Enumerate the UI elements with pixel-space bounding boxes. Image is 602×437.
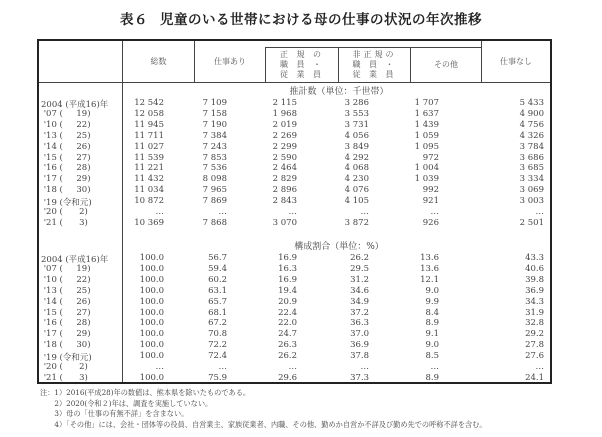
table-cell: 11 027 — [134, 141, 164, 152]
table-cell: 12 542 — [134, 98, 164, 108]
table-cell: 992 — [422, 185, 439, 196]
table-cell: 4 292 — [344, 152, 369, 163]
header-line: 職 員 ・ — [352, 60, 397, 69]
table-cell: 2 843 — [272, 196, 297, 207]
table-cell: 27.8 — [525, 340, 544, 351]
footnote: 3）母の「仕事の有無不詳」を含まない。 — [40, 409, 189, 418]
table-cell: 72.2 — [208, 340, 227, 351]
table-cell: 1 039 — [414, 174, 439, 185]
table-cell: 3 872 — [344, 217, 369, 228]
row-label: '18 ( 30) — [41, 185, 91, 196]
table-cell: 37.0 — [350, 329, 369, 340]
row-label: '17 ( 29) — [41, 329, 91, 340]
col-header-nonregular — [339, 48, 410, 82]
table-cell: … — [218, 362, 227, 372]
table-cell: 43.3 — [525, 253, 544, 263]
table-cell: 34.9 — [350, 296, 369, 307]
table-cell: … — [535, 207, 544, 217]
table-cell: 921 — [422, 196, 439, 207]
table-cell: 67.2 — [208, 318, 227, 329]
table-cell: 65.7 — [208, 296, 227, 307]
header-line: 非正規の — [352, 50, 397, 59]
table-cell: 13.6 — [420, 253, 439, 263]
table-cell: 59.4 — [208, 263, 227, 274]
table-cell: 7 109 — [202, 98, 227, 108]
table-cell: 2 590 — [272, 152, 297, 163]
table-title-text: 児童のいる世帯における母の仕事の状況の年次推移 — [160, 12, 482, 28]
table-cell: 24.1 — [525, 372, 544, 383]
table-cell: 3 553 — [344, 108, 369, 119]
table-cell: 2 829 — [272, 174, 297, 185]
table-cell: 100.0 — [139, 263, 164, 274]
table-cell: 3 784 — [519, 141, 544, 152]
table-cell: 36.9 — [525, 285, 544, 296]
table-cell: 27.6 — [525, 351, 544, 362]
table-cell: 1 707 — [414, 98, 439, 108]
row-label: '13 ( 25) — [41, 285, 91, 296]
header-line: 正 規 の — [279, 50, 325, 59]
table-cell: 2 019 — [272, 119, 297, 130]
table-cell: 7 190 — [202, 119, 227, 130]
table-cell: 3 334 — [519, 174, 544, 185]
table-cell: 7 965 — [202, 185, 227, 196]
table-number: 表６ — [120, 12, 148, 28]
table-cell: 972 — [422, 152, 439, 163]
row-label: '19 (令和元) — [41, 198, 92, 209]
row-label: '18 ( 30) — [41, 340, 91, 351]
table-cell: 70.8 — [208, 329, 227, 340]
table-cell: 31.9 — [525, 307, 544, 318]
row-label: '21 ( 3) — [41, 217, 88, 228]
section-label-ratio: 構成割合（単位：%） — [294, 242, 384, 252]
table-cell: 4 068 — [344, 163, 369, 174]
header-line: 職 員 ・ — [279, 60, 325, 69]
table-cell: 7 384 — [202, 130, 227, 141]
table-cell: 100.0 — [139, 340, 164, 351]
table-cell: 3 686 — [519, 152, 544, 163]
table-cell: 29.2 — [525, 329, 544, 340]
table-cell: 4 076 — [344, 185, 369, 196]
table-cell: 9.1 — [425, 329, 439, 340]
table-cell: 16.3 — [278, 263, 297, 274]
table-cell: 68.1 — [208, 307, 227, 318]
table-cell: 24.7 — [278, 329, 297, 340]
table-cell: 1 439 — [414, 119, 439, 130]
table-cell: 7 853 — [202, 152, 227, 163]
table-cell: 11 945 — [134, 119, 164, 130]
table-cell: 100.0 — [139, 329, 164, 340]
table-cell: 2 501 — [519, 217, 544, 228]
table-cell: 100.0 — [139, 307, 164, 318]
table-cell: 2 464 — [272, 163, 297, 174]
table-cell: 9.0 — [425, 285, 439, 296]
col-header-other: その他 — [434, 60, 458, 69]
table-cell: 32.8 — [525, 318, 544, 329]
table-cell: 75.9 — [208, 372, 227, 383]
table-cell: 7 868 — [202, 217, 227, 228]
table-cell: 16.9 — [278, 274, 297, 285]
table-cell: 100.0 — [139, 351, 164, 362]
table-cell: 19.4 — [278, 285, 297, 296]
table-cell: 7 158 — [202, 108, 227, 119]
table-cell: 1 095 — [414, 141, 439, 152]
col-header-employed: 仕事あり — [214, 56, 246, 66]
table-cell: 12 058 — [134, 108, 164, 119]
table-cell: 7 536 — [202, 163, 227, 174]
table-cell: 56.7 — [208, 253, 227, 263]
row-label: '13 ( 25) — [41, 130, 91, 141]
table-cell: 4 756 — [519, 119, 544, 130]
table-cell: … — [535, 362, 544, 372]
row-label: 2004 (平成16)年 — [41, 255, 109, 265]
table-cell: 4 900 — [519, 108, 544, 119]
table-cell: 2 299 — [272, 141, 297, 152]
footnote: 注：1）2016(平成28)年の数値は、熊本県を除いたものである。 — [40, 388, 251, 397]
table-cell: 2 115 — [272, 98, 297, 108]
row-label: '16 ( 28) — [41, 318, 91, 329]
table-cell: 36.9 — [350, 340, 369, 351]
table-cell: … — [360, 362, 369, 372]
table-cell: 100.0 — [139, 253, 164, 263]
table-cell: 10 872 — [134, 196, 164, 207]
data-table — [37, 39, 552, 384]
header-line: 従 業 員 — [279, 70, 325, 79]
table-cell: 8.5 — [425, 351, 439, 362]
table-cell: 100.0 — [139, 285, 164, 296]
table-cell: 34.3 — [525, 296, 544, 307]
table-cell: 16.9 — [278, 253, 297, 263]
row-label: '15 ( 27) — [41, 152, 91, 163]
table-cell: 7 243 — [202, 141, 227, 152]
row-label: '20 ( 2) — [41, 207, 88, 217]
table-cell: 37.8 — [350, 351, 369, 362]
table-cell: … — [430, 362, 439, 372]
table-cell: 11 432 — [134, 174, 164, 185]
table-cell: 9.0 — [425, 340, 439, 351]
table-cell: 8.4 — [425, 307, 439, 318]
table-cell: 1 059 — [414, 130, 439, 141]
table-cell: 11 539 — [134, 152, 164, 163]
table-cell: 2 896 — [272, 185, 297, 196]
table-cell: 9.9 — [425, 296, 439, 307]
footnotes — [40, 388, 487, 430]
row-label: '17 ( 29) — [41, 174, 91, 185]
table-cell: 1 637 — [414, 108, 439, 119]
table-cell: 2 269 — [272, 130, 297, 141]
row-label: '15 ( 27) — [41, 307, 91, 318]
table-cell: … — [360, 207, 369, 217]
table-cell: … — [288, 362, 297, 372]
table-cell: … — [288, 207, 297, 217]
footnote: 2）2020(令和２)年は、調査を実施していない。 — [40, 398, 213, 408]
row-label: '07 ( 19) — [41, 108, 91, 119]
header-line: 従 業 員 — [352, 70, 397, 79]
table-cell: 3 685 — [519, 163, 544, 174]
table-cell: 22.0 — [278, 318, 297, 329]
table-cell: … — [155, 207, 164, 217]
table-cell: 26.2 — [278, 351, 297, 362]
row-label: '21 ( 3) — [41, 372, 88, 383]
table-cell: 3 070 — [272, 217, 297, 228]
row-label: '20 ( 2) — [41, 362, 88, 372]
col-header-unemployed: 仕事なし — [500, 56, 532, 66]
table-cell: 26.2 — [350, 253, 369, 263]
table-cell: 13.6 — [420, 263, 439, 274]
table-cell: 31.2 — [350, 274, 369, 285]
table-cell: 40.6 — [525, 263, 544, 274]
table-cell: 4 056 — [344, 130, 369, 141]
table-cell: 4 230 — [344, 174, 369, 185]
table-cell: 8.9 — [425, 318, 439, 329]
row-label: '14 ( 26) — [41, 296, 91, 307]
table-cell: 1 968 — [272, 108, 297, 119]
table-cell: 29.5 — [350, 263, 369, 274]
table-cell: 8 098 — [202, 174, 227, 185]
table-cell: 1 004 — [414, 163, 439, 174]
table-cell: 7 869 — [202, 196, 227, 207]
table-cell: 22.4 — [278, 307, 297, 318]
row-label: 2004 (平成16)年 — [41, 100, 109, 110]
table-cell: 3 731 — [344, 119, 369, 130]
table-cell: 4 105 — [344, 196, 369, 207]
table-cell: 11 711 — [134, 130, 164, 141]
section-label-counts: 推計数（単位：千世帯） — [289, 87, 389, 97]
table-cell: 37.2 — [350, 307, 369, 318]
table-cell: 29.6 — [278, 372, 297, 383]
table-cell: 3 003 — [519, 196, 544, 207]
row-label: '10 ( 22) — [41, 274, 91, 285]
table-cell: 11 034 — [134, 185, 164, 196]
table-cell: 100.0 — [139, 318, 164, 329]
table-cell: 60.2 — [208, 274, 227, 285]
col-header-regular — [266, 48, 338, 82]
table-cell: 72.4 — [208, 351, 227, 362]
table-cell: 11 221 — [134, 163, 164, 174]
table-cell: 100.0 — [139, 372, 164, 383]
table-cell: 926 — [422, 217, 439, 228]
table-cell: 37.3 — [350, 372, 369, 383]
table-cell: 34.6 — [350, 285, 369, 296]
row-label: '07 ( 19) — [41, 263, 91, 274]
table-cell: 4 326 — [519, 130, 544, 141]
table-cell: 3 286 — [344, 98, 369, 108]
table-cell: 3 849 — [344, 141, 369, 152]
row-label: '10 ( 22) — [41, 119, 91, 130]
table-cell: 39.8 — [525, 274, 544, 285]
table-cell: 63.1 — [208, 285, 227, 296]
table-cell: … — [155, 362, 164, 372]
table-cell: 12.1 — [420, 274, 439, 285]
table-cell: 10 369 — [134, 217, 164, 228]
table-cell: … — [218, 207, 227, 217]
table-cell: 26.3 — [278, 340, 297, 351]
table-cell: 3 069 — [519, 185, 544, 196]
table-cell: 100.0 — [139, 296, 164, 307]
table-title — [0, 8, 602, 28]
table-cell: 36.3 — [350, 318, 369, 329]
table-cell: 8.9 — [425, 372, 439, 383]
row-label: '14 ( 26) — [41, 141, 91, 152]
table-cell: 20.9 — [278, 296, 297, 307]
table-cell: 100.0 — [139, 274, 164, 285]
row-label: '16 ( 28) — [41, 163, 91, 174]
table-cell: 5 433 — [519, 98, 544, 108]
row-label: '19 (令和元) — [41, 353, 92, 364]
header-bottom-line — [39, 82, 550, 83]
footnote: 4）「その他」には、会社・団体等の役員、自営業主、家族従業者、内職、その他、勤めか自営か不詳及び勤め先での呼称不詳を含む。 — [40, 419, 487, 429]
col-header-total: 総数 — [150, 56, 167, 66]
table-cell: … — [430, 207, 439, 217]
